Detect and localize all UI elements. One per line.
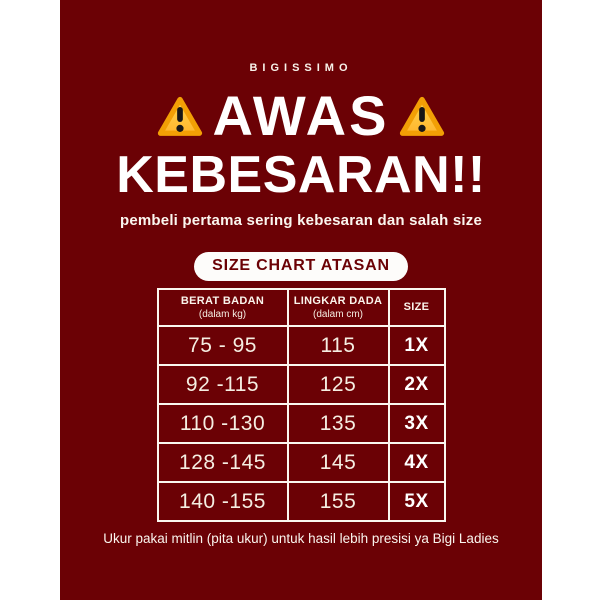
- table-row: [158, 326, 445, 365]
- berat-badan-cell: 110 -130: [158, 404, 288, 443]
- size-chart-badge: SIZE CHART ATASAN: [194, 252, 408, 281]
- footer-note: Ukur pakai mitlin (pita ukur) untuk hasil lebih presisi ya Bigi Ladies: [103, 531, 499, 547]
- warning-subtitle: KEBESARAN!!: [116, 146, 486, 205]
- size-cell: 5X: [389, 482, 445, 521]
- lingkar-dada-cell: 145: [288, 443, 389, 482]
- lingkar-dada-cell: 115: [288, 326, 389, 365]
- table-row: [158, 443, 445, 482]
- size-chart-table: [157, 288, 446, 522]
- warning-title: AWAS: [212, 84, 390, 147]
- berat-badan-cell: 128 -145: [158, 443, 288, 482]
- table-row: [158, 365, 445, 404]
- size-cell: 4X: [389, 443, 445, 482]
- column-unit: (dalam cm): [312, 308, 363, 320]
- warning-headline: [156, 84, 447, 147]
- size-cell: 3X: [389, 404, 445, 443]
- column-label: SIZE: [403, 300, 430, 313]
- berat-badan-cell: 75 - 95: [158, 326, 288, 365]
- berat-badan-cell: 140 -155: [158, 482, 288, 521]
- brand-name: BIGISSIMO: [249, 62, 353, 74]
- lingkar-dada-cell: 135: [288, 404, 389, 443]
- size-cell: 1X: [389, 326, 445, 365]
- lingkar-dada-cell: 155: [288, 482, 389, 521]
- column-header-size: [389, 289, 445, 326]
- table-row: [158, 404, 445, 443]
- content-panel: [60, 0, 542, 600]
- column-label: LINGKAR DADA: [293, 294, 383, 307]
- table-row: [158, 482, 445, 521]
- column-unit: (dalam kg): [198, 308, 247, 320]
- table-header-row: [158, 289, 445, 326]
- column-header-lingkar-dada: [288, 289, 389, 326]
- size-cell: 2X: [389, 365, 445, 404]
- column-label: BERAT BADAN: [180, 294, 265, 307]
- berat-badan-cell: 92 -115: [158, 365, 288, 404]
- lingkar-dada-cell: 125: [288, 365, 389, 404]
- warning-triangle-icon: [398, 94, 446, 138]
- tagline: pembeli pertama sering kebesaran dan salah size: [119, 212, 483, 230]
- column-header-berat-badan: [158, 289, 288, 326]
- warning-triangle-icon: [156, 94, 204, 138]
